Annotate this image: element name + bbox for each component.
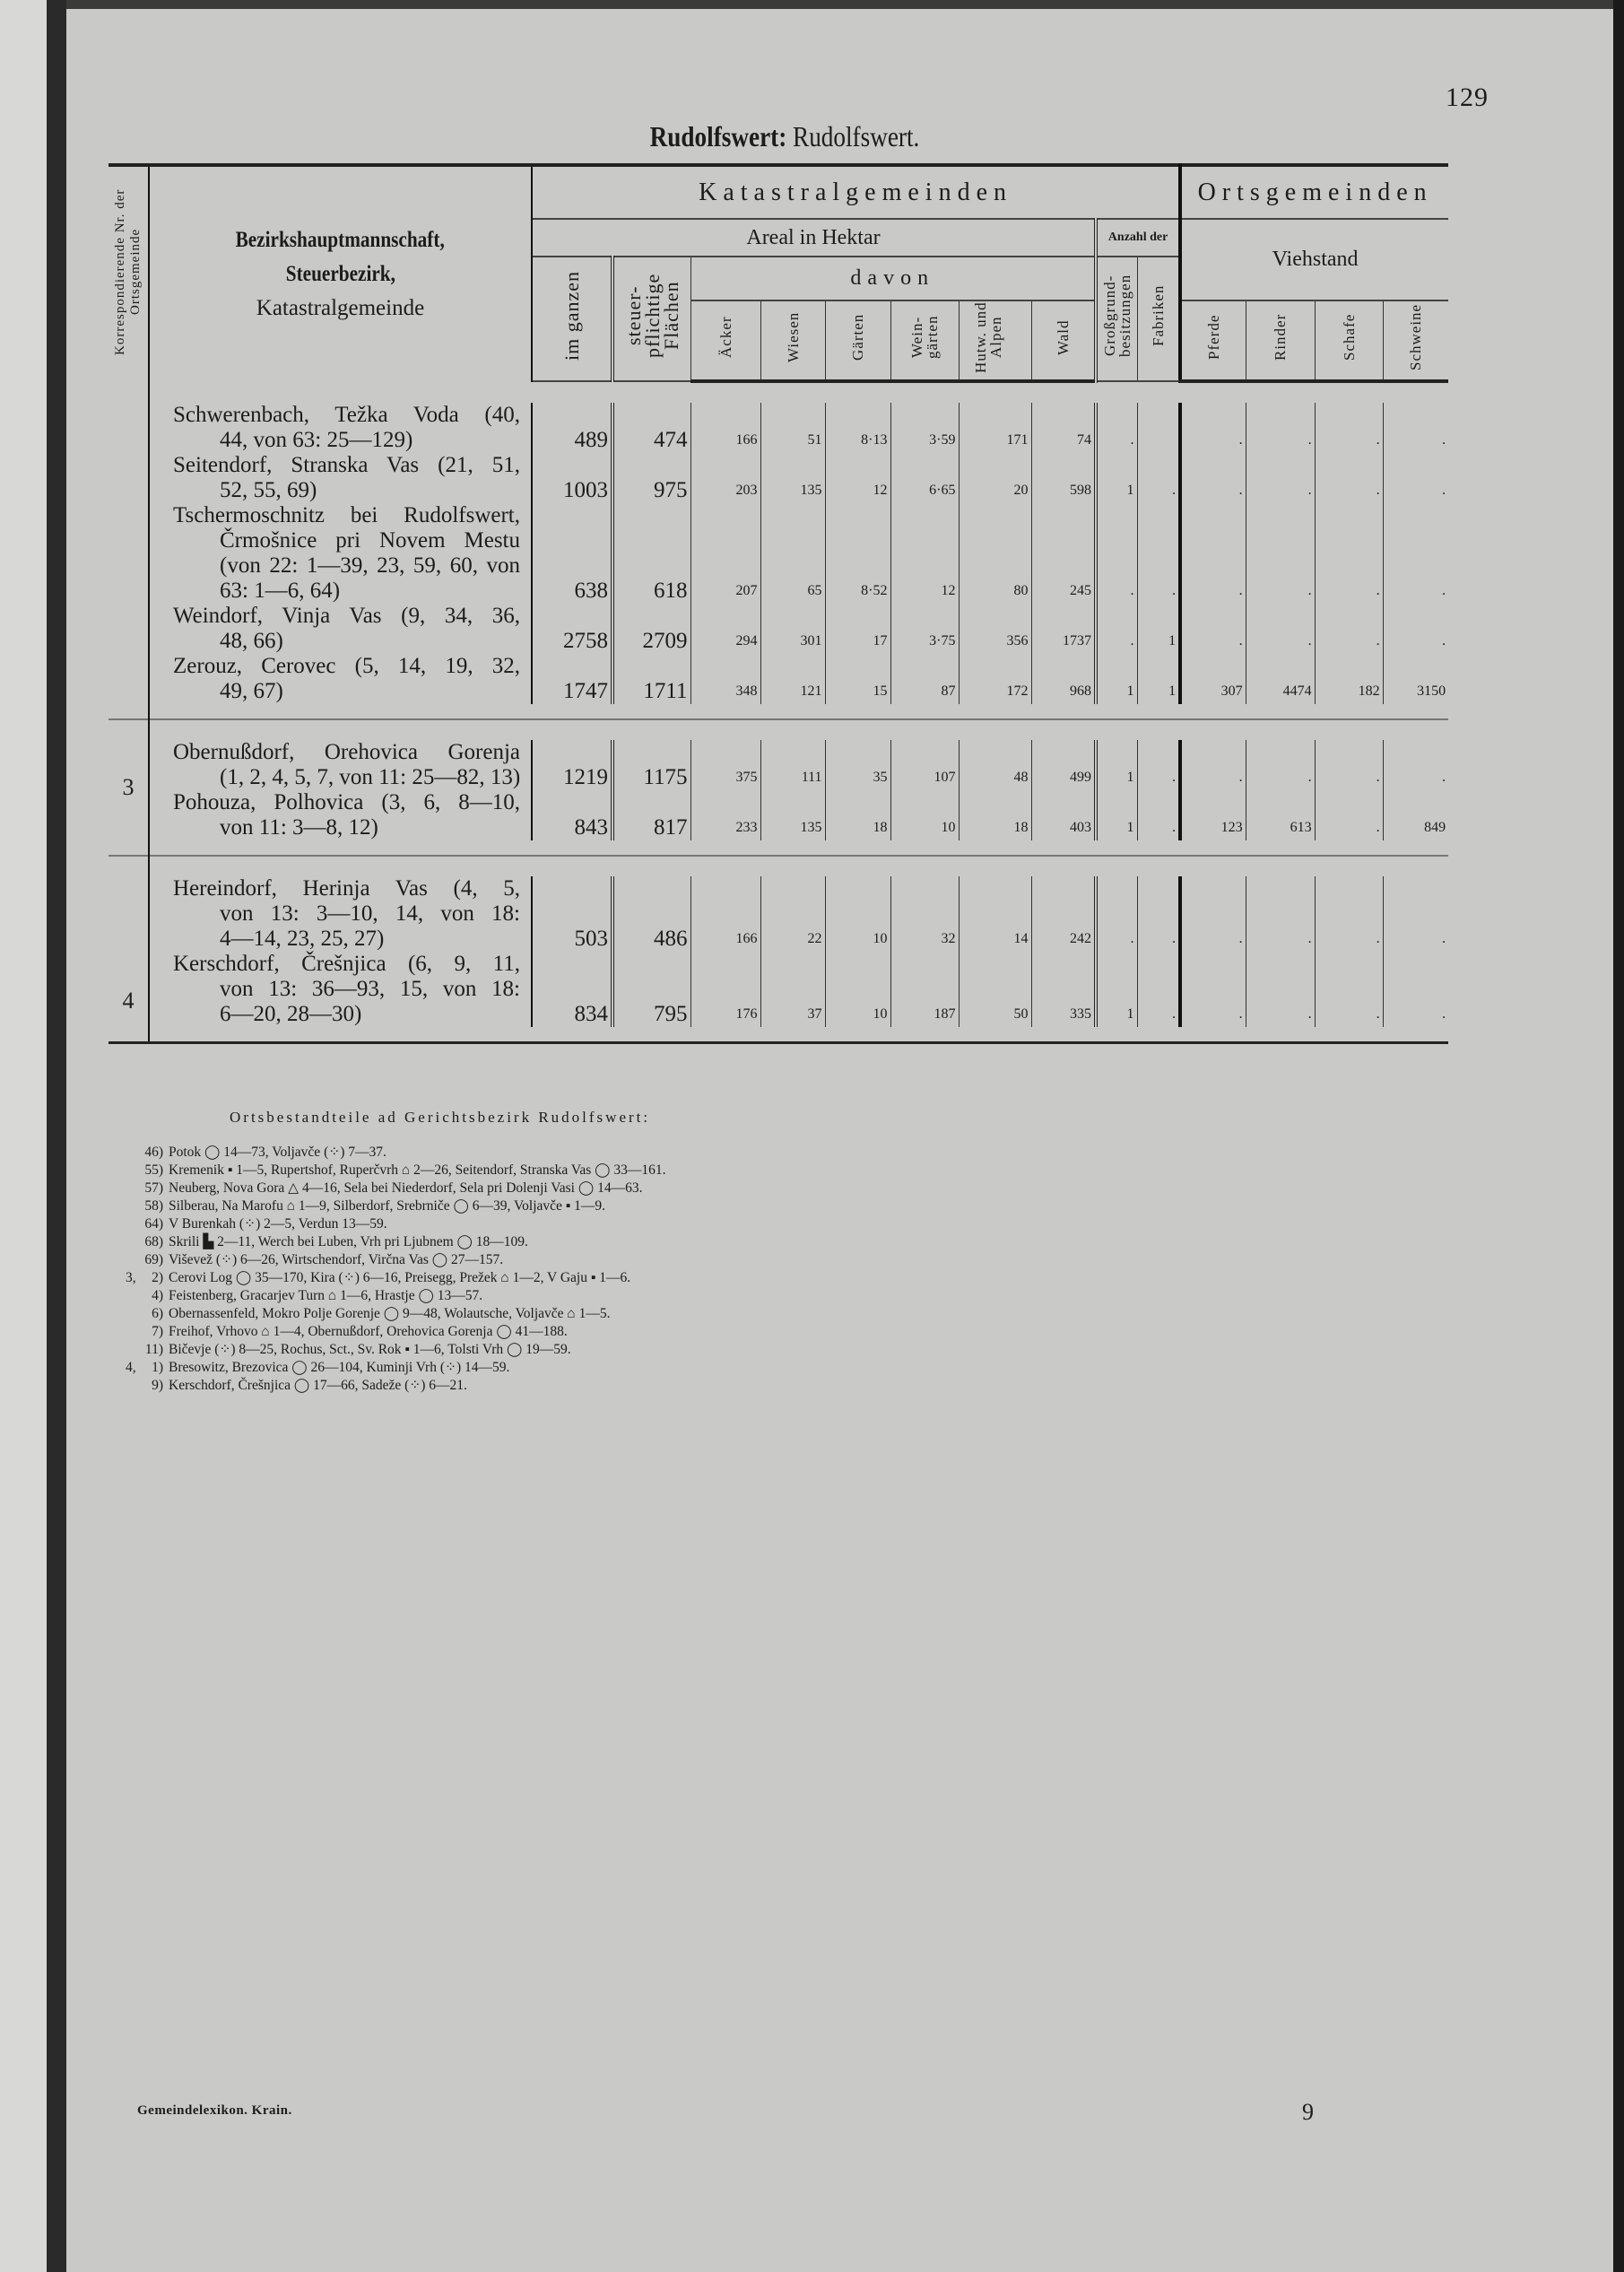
cell-0: 1219 <box>532 740 612 790</box>
cell-10: 123 <box>1180 790 1246 840</box>
header-col-weingaerten: Wein-gärten <box>890 300 959 381</box>
cell-0: 843 <box>532 790 612 840</box>
name-line: 6—20, 28—30) <box>220 1002 362 1026</box>
note-number: 11) <box>144 1342 163 1357</box>
cell-11: . <box>1246 453 1315 503</box>
cell-10: . <box>1180 453 1246 503</box>
note-item <box>126 1144 665 1162</box>
cell-8: 1 <box>1096 654 1137 704</box>
cell-3: 135 <box>760 453 825 503</box>
cell-6: 48 <box>959 740 1031 790</box>
cell-11: . <box>1246 876 1315 952</box>
cell-10: 307 <box>1180 654 1246 704</box>
name-line: 44, von 63: 25—129) <box>220 428 413 452</box>
katastralgemeinde-name <box>149 952 532 1027</box>
cell-7: 403 <box>1031 790 1096 840</box>
cell-11: . <box>1246 403 1315 453</box>
note-number: 6) <box>152 1306 163 1321</box>
group-bottom-gap <box>109 1027 1448 1043</box>
cell-3: 135 <box>760 790 825 840</box>
note-item <box>126 1341 665 1359</box>
cell-7: 499 <box>1031 740 1096 790</box>
cell-8: . <box>1096 604 1137 654</box>
cell-8: 1 <box>1096 453 1137 503</box>
cell-5: 3·75 <box>890 604 959 654</box>
cell-9: . <box>1137 453 1180 503</box>
note-number: 2) <box>152 1270 163 1285</box>
note-number: 9) <box>152 1378 163 1393</box>
spacer <box>149 1027 1448 1043</box>
header-nr: Korrespondierende Nr. der Ortsgemeinde <box>109 165 149 381</box>
cell-12: . <box>1315 952 1383 1027</box>
cell-4: 8·13 <box>825 403 890 453</box>
table-row <box>109 453 1448 503</box>
cell-4: 35 <box>825 740 890 790</box>
cell-5: 32 <box>890 876 959 952</box>
note-number: 68) <box>144 1234 163 1249</box>
cell-8: 1 <box>1096 952 1137 1027</box>
note-number: 55) <box>144 1162 163 1178</box>
table-row <box>109 403 1448 453</box>
table-header <box>109 165 1448 381</box>
table-row <box>109 604 1448 654</box>
cell-2: 348 <box>690 654 760 704</box>
header-name-l3: Katastralgemeinde <box>256 295 425 320</box>
note-number: 4) <box>152 1288 163 1303</box>
table-row <box>109 790 1448 840</box>
note-number: 58) <box>144 1198 163 1214</box>
name-line: Zerouz, Cerovec (5, 14, 19, 32, <box>173 654 520 678</box>
note-item <box>126 1305 665 1323</box>
note-text: Kerschdorf, Črešnjica ◯ 17—66, Sadeže (⁘) 6—21. <box>169 1378 467 1393</box>
table-row <box>109 503 1448 604</box>
note-number: 46) <box>144 1145 163 1160</box>
cell-4: 12 <box>825 453 890 503</box>
cell-4: 15 <box>825 654 890 704</box>
cell-8: 1 <box>1096 740 1137 790</box>
cell-13: . <box>1383 740 1448 790</box>
cell-5: 12 <box>890 503 959 604</box>
katastralgemeinde-name <box>149 503 532 604</box>
note-number: 69) <box>144 1252 163 1267</box>
footer-sheet-number: 9 <box>1302 2099 1314 2125</box>
note-item <box>126 1162 665 1180</box>
cell-4: 17 <box>825 604 890 654</box>
cell-13: . <box>1383 604 1448 654</box>
group-nr <box>109 381 149 719</box>
cell-5: 6·65 <box>890 453 959 503</box>
cell-3: 121 <box>760 654 825 704</box>
cell-3: 301 <box>760 604 825 654</box>
note-number: 64) <box>144 1216 163 1232</box>
note-item <box>126 1269 665 1287</box>
title-court: Rudolfswert. <box>793 120 920 152</box>
spacer <box>149 704 1448 719</box>
group-top-gap <box>109 719 1448 740</box>
katastralgemeinde-name <box>149 604 532 654</box>
note-number: 7) <box>152 1324 163 1339</box>
page-title <box>117 120 1452 153</box>
name-line: Črmošnice pri Novem Mestu <box>220 528 520 553</box>
table-row <box>109 952 1448 1027</box>
header-anzahl: Anzahl der <box>1096 219 1180 257</box>
cell-1: 2709 <box>612 604 690 654</box>
cell-6: 14 <box>959 876 1031 952</box>
cell-6: 80 <box>959 503 1031 604</box>
cell-12: . <box>1315 503 1383 604</box>
header-katastralgemeinden: Katastralgemeinden <box>532 165 1180 219</box>
cell-10: . <box>1180 876 1246 952</box>
group-top-gap <box>109 381 1448 403</box>
footer-publication: Gemeindelexikon. Krain. <box>137 2103 292 2118</box>
cell-11: . <box>1246 503 1315 604</box>
cell-9: 1 <box>1137 604 1180 654</box>
cell-7: 335 <box>1031 952 1096 1027</box>
header-col-aecker: Äcker <box>690 300 760 381</box>
cell-12: . <box>1315 876 1383 952</box>
katastralgemeinde-name <box>149 403 532 453</box>
cell-1: 817 <box>612 790 690 840</box>
note-item <box>126 1323 665 1341</box>
cell-13: 3150 <box>1383 654 1448 704</box>
cell-0: 638 <box>532 503 612 604</box>
cell-2: 233 <box>690 790 760 840</box>
cell-12: . <box>1315 453 1383 503</box>
table-row <box>109 654 1448 704</box>
cell-9: . <box>1137 503 1180 604</box>
cell-12: . <box>1315 790 1383 840</box>
note-number: 57) <box>144 1180 163 1196</box>
name-line: 49, 67) <box>220 679 283 703</box>
cell-3: 65 <box>760 503 825 604</box>
cell-0: 489 <box>532 403 612 453</box>
cell-5: 10 <box>890 790 959 840</box>
cell-7: 242 <box>1031 876 1096 952</box>
cell-6: 50 <box>959 952 1031 1027</box>
note-number: 1) <box>152 1360 163 1375</box>
group-nr: 4 <box>109 856 149 1043</box>
name-line: von 13: 3—10, 14, von 18: <box>220 901 520 926</box>
note-item <box>126 1359 665 1377</box>
name-line: Hereindorf, Herinja Vas (4, 5, <box>173 876 520 901</box>
cell-12: . <box>1315 740 1383 790</box>
cell-1: 795 <box>612 952 690 1027</box>
scan-right-edge <box>1613 0 1624 2272</box>
header-ortsgemeinden: Ortsgemeinden <box>1180 165 1448 219</box>
cell-3: 111 <box>760 740 825 790</box>
cell-7: 968 <box>1031 654 1096 704</box>
cell-10: . <box>1180 403 1246 453</box>
note-group: 3, <box>126 1270 136 1285</box>
name-line: Pohouza, Polhovica (3, 6, 8—10, <box>173 790 520 814</box>
cell-13: . <box>1383 952 1448 1027</box>
header-col-grossgrund: Großgrund-besitzungen <box>1096 257 1137 381</box>
name-line: Kerschdorf, Črešnjica (6, 9, 11, <box>173 952 520 976</box>
header-davon: davon <box>690 257 1096 300</box>
scan-margin <box>0 0 47 2272</box>
cell-12: . <box>1315 403 1383 453</box>
cell-8: . <box>1096 876 1137 952</box>
cell-0: 1003 <box>532 453 612 503</box>
name-line: 48, 66) <box>220 629 283 653</box>
cell-2: 166 <box>690 876 760 952</box>
cell-10: . <box>1180 503 1246 604</box>
cell-9: . <box>1137 952 1180 1027</box>
header-col-pferde: Pferde <box>1180 300 1246 381</box>
cell-11: 613 <box>1246 790 1315 840</box>
header-viehstand: Viehstand <box>1180 219 1448 300</box>
cell-10: . <box>1180 952 1246 1027</box>
cell-8: 1 <box>1096 790 1137 840</box>
cell-0: 1747 <box>532 654 612 704</box>
scan-top-edge <box>66 0 1624 9</box>
cell-2: 294 <box>690 604 760 654</box>
group-bottom-gap <box>109 840 1448 856</box>
table-row <box>109 740 1448 790</box>
header-col-fabriken: Fabriken <box>1137 257 1180 381</box>
cell-9: . <box>1137 876 1180 952</box>
name-line: von 13: 36—93, 15, von 18: <box>220 977 520 1001</box>
cell-13: . <box>1383 403 1448 453</box>
note-item <box>126 1180 665 1197</box>
note-text: Neuberg, Nova Gora △ 4—16, Sela bei Niederdorf, Sela pri Dolenji Vasi ◯ 14—63. <box>169 1180 643 1196</box>
header-areal: Areal in Hektar <box>532 219 1096 257</box>
note-item <box>126 1377 665 1395</box>
name-line: Obernußdorf, Orehovica Gorenja <box>173 740 520 764</box>
cell-4: 10 <box>825 952 890 1027</box>
cell-5: 3·59 <box>890 403 959 453</box>
cell-8: . <box>1096 403 1137 453</box>
cell-11: 4474 <box>1246 654 1315 704</box>
statistics-table <box>109 163 1448 1044</box>
cell-9 <box>1137 403 1180 453</box>
group-nr: 3 <box>109 719 149 856</box>
cell-6: 172 <box>959 654 1031 704</box>
note-group: 4, <box>126 1360 136 1375</box>
cell-5: 87 <box>890 654 959 704</box>
header-name-l2: Steuerbezirk, <box>285 261 395 286</box>
note-text: V Burenkah (⁘) 2—5, Verdun 13—59. <box>169 1216 387 1232</box>
title-district: Rudolfswert: <box>649 120 787 152</box>
scan-binding-edge <box>47 0 66 2272</box>
cell-6: 20 <box>959 453 1031 503</box>
header-col-hutweiden: Hutw. und Alpen <box>959 300 1031 381</box>
cell-13: . <box>1383 453 1448 503</box>
header-col-schweine: Schweine <box>1383 300 1448 381</box>
cell-1: 1175 <box>612 740 690 790</box>
cell-10: . <box>1180 604 1246 654</box>
cell-2: 203 <box>690 453 760 503</box>
cell-6: 18 <box>959 790 1031 840</box>
name-line: 63: 1—6, 64) <box>220 579 341 603</box>
note-text: Viševež (⁘) 6—26, Wirtschendorf, Virčna Vas ◯ 27—157. <box>169 1252 504 1267</box>
katastralgemeinde-name <box>149 740 532 790</box>
cell-2: 166 <box>690 403 760 453</box>
cell-7: 74 <box>1031 403 1096 453</box>
note-item <box>126 1251 665 1269</box>
cell-13: . <box>1383 876 1448 952</box>
katastralgemeinde-name <box>149 876 532 952</box>
katastralgemeinde-name <box>149 453 532 503</box>
cell-3: 22 <box>760 876 825 952</box>
name-line: von 11: 3—8, 12) <box>220 815 378 840</box>
spacer <box>149 840 1448 856</box>
spacer <box>149 856 1448 876</box>
katastralgemeinde-name <box>149 654 532 704</box>
cell-7: 1737 <box>1031 604 1096 654</box>
cell-11: . <box>1246 952 1315 1027</box>
cell-12: 182 <box>1315 654 1383 704</box>
group-bottom-gap <box>109 704 1448 719</box>
header-name-l1: Bezirkshauptmannschaft, <box>235 227 446 252</box>
cell-11: . <box>1246 604 1315 654</box>
header-col-wald: Wald <box>1031 300 1096 381</box>
name-line: Weindorf, Vinja Vas (9, 34, 36, <box>173 604 520 628</box>
cell-10: . <box>1180 740 1246 790</box>
note-item <box>126 1197 665 1215</box>
notes-list <box>126 1144 665 1395</box>
note-item <box>126 1287 665 1305</box>
page-number: 129 <box>1446 83 1489 112</box>
note-text: Cerovi Log ◯ 35—170, Kira (⁘) 6—16, Preisegg, Prežek ⌂ 1—2, V Gaju ▪ 1—6. <box>169 1270 631 1285</box>
cell-3: 51 <box>760 403 825 453</box>
note-text: Skrili ▙ 2—11, Werch bei Luben, Vrh pri Ljubnem ◯ 18—109. <box>169 1234 528 1249</box>
header-col-steuerpflichtig: steuer-pflichtige Flächen <box>612 257 690 381</box>
cell-1: 486 <box>612 876 690 952</box>
note-text: Bresowitz, Brezovica ◯ 26—104, Kuminji Vrh (⁘) 14—59. <box>169 1360 510 1375</box>
cell-2: 207 <box>690 503 760 604</box>
cell-13: . <box>1383 503 1448 604</box>
header-col-rinder: Rinder <box>1246 300 1315 381</box>
katastralgemeinde-name <box>149 790 532 840</box>
cell-2: 176 <box>690 952 760 1027</box>
note-text: Silberau, Na Marofu ⌂ 1—9, Silberdorf, Srebrniče ◯ 6—39, Voljavče ▪ 1—9. <box>169 1198 606 1214</box>
header-col-schafe: Schafe <box>1315 300 1383 381</box>
cell-13: 849 <box>1383 790 1448 840</box>
cell-4: 18 <box>825 790 890 840</box>
cell-9: . <box>1137 790 1180 840</box>
cell-4: 10 <box>825 876 890 952</box>
name-line: Schwerenbach, Težka Voda (40, <box>173 403 520 427</box>
note-text: Potok ◯ 14—73, Voljavče (⁘) 7—37. <box>169 1145 386 1160</box>
name-line: 52, 55, 69) <box>220 478 317 502</box>
note-text: Obernassenfeld, Mokro Polje Gorenje ◯ 9—48, Wolautsche, Voljavče ⌂ 1—5. <box>169 1306 611 1321</box>
cell-4: 8·52 <box>825 503 890 604</box>
cell-9: . <box>1137 740 1180 790</box>
cell-1: 975 <box>612 453 690 503</box>
cell-5: 107 <box>890 740 959 790</box>
note-text: Feistenberg, Gracarjev Turn ⌂ 1—6, Hrastje ◯ 13—57. <box>169 1288 483 1303</box>
cell-7: 245 <box>1031 503 1096 604</box>
name-line: Seitendorf, Stranska Vas (21, 51, <box>173 453 520 477</box>
cell-0: 834 <box>532 952 612 1027</box>
group-top-gap <box>109 856 1448 876</box>
spacer <box>149 719 1448 740</box>
cell-3: 37 <box>760 952 825 1027</box>
header-col-gaerten: Gärten <box>825 300 890 381</box>
header-col-wiesen: Wiesen <box>760 300 825 381</box>
cell-8: . <box>1096 503 1137 604</box>
cell-7: 598 <box>1031 453 1096 503</box>
cell-11: . <box>1246 740 1315 790</box>
header-col-im-ganzen: im ganzen <box>532 257 612 381</box>
cell-5: 187 <box>890 952 959 1027</box>
cell-6: 171 <box>959 403 1031 453</box>
note-item <box>126 1233 665 1251</box>
note-item <box>126 1215 665 1233</box>
note-text: Kremenik ▪ 1—5, Rupertshof, Ruperčvrh ⌂ 2—26, Seitendorf, Stranska Vas ◯ 33—161. <box>169 1162 666 1178</box>
name-line: (1, 2, 4, 5, 7, von 11: 25—82, 13) <box>220 765 521 789</box>
header-name <box>149 165 532 381</box>
cell-6: 356 <box>959 604 1031 654</box>
table-body <box>109 381 1448 1043</box>
spacer <box>149 381 1448 403</box>
cell-0: 503 <box>532 876 612 952</box>
cell-0: 2758 <box>532 604 612 654</box>
cell-2: 375 <box>690 740 760 790</box>
table-row <box>109 876 1448 952</box>
cell-1: 1711 <box>612 654 690 704</box>
note-text: Freihof, Vrhovo ⌂ 1—4, Obernußdorf, Orehovica Gorenja ◯ 41—188. <box>169 1324 568 1339</box>
name-line: 4—14, 23, 25, 27) <box>220 927 385 951</box>
note-text: Bičevje (⁘) 8—25, Rochus, Sct., Sv. Rok ▪ 1—6, Tolsti Vrh ◯ 19—59. <box>169 1342 571 1357</box>
notes-heading: Ortsbestandteile ad Gerichtsbezirk Rudolfswert: <box>230 1109 651 1126</box>
name-line: Tschermoschnitz bei Rudolfswert, <box>173 503 520 527</box>
cell-9: 1 <box>1137 654 1180 704</box>
cell-1: 474 <box>612 403 690 453</box>
cell-1: 618 <box>612 503 690 604</box>
name-line: (von 22: 1—39, 23, 59, 60, von <box>220 553 520 578</box>
cell-12: . <box>1315 604 1383 654</box>
